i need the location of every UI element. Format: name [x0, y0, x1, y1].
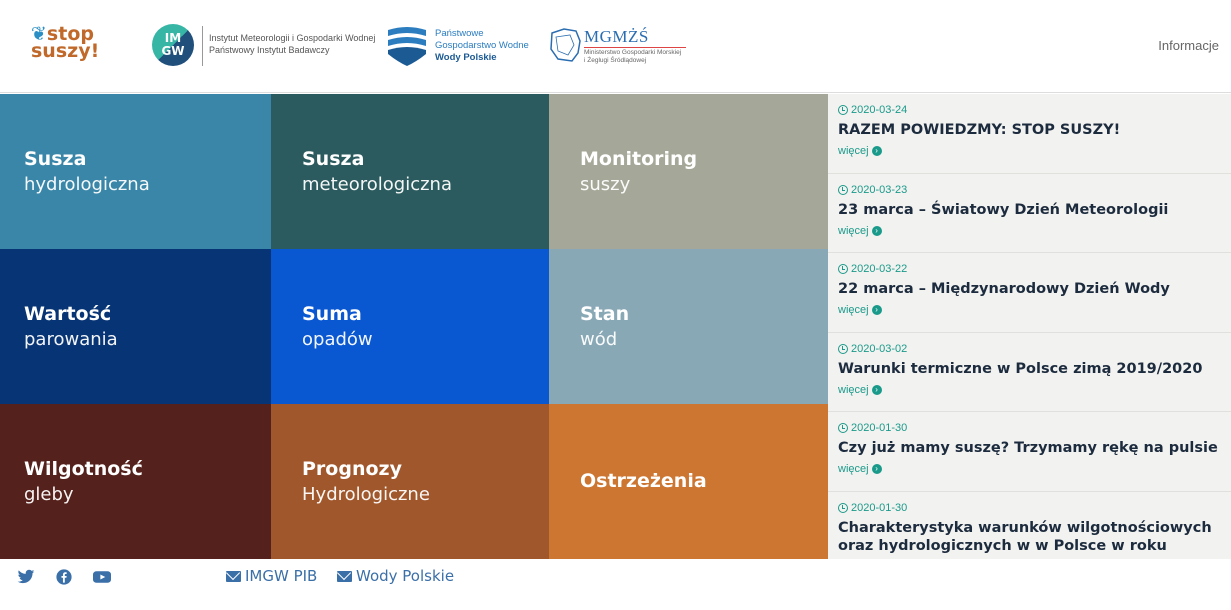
tile-title: Stan [580, 302, 630, 325]
imgw-line2: Państwowy Instytut Badawczy [209, 45, 330, 55]
clock-icon [838, 105, 848, 115]
news-title[interactable]: Czy już mamy suszę? Trzymamy rękę na pulsie [838, 440, 1218, 456]
news-date [838, 104, 1221, 116]
news-date [838, 343, 1221, 355]
news-date [838, 184, 1221, 196]
youtube-icon[interactable] [93, 569, 111, 585]
imgw-text [209, 32, 375, 56]
tile-subtitle: suszy [580, 173, 631, 195]
arrow-right-circle-icon: › [872, 226, 882, 236]
wp-line1: Państwowe [435, 28, 484, 39]
mgm-red-line [584, 47, 686, 48]
mgmzs-logo[interactable] [548, 27, 688, 67]
more-label: więcej [838, 145, 869, 157]
tile-title: Prognozy [302, 457, 402, 480]
wp-line3: Wody Polskie [435, 52, 497, 63]
news-more-link[interactable] [838, 384, 1221, 396]
news-title[interactable]: 23 marca – Światowy Dzień Meteorologii [838, 201, 1169, 218]
news-more-link[interactable] [838, 463, 1221, 475]
tile-title: Wilgotność [24, 457, 143, 480]
logo-stop-line1: stop [46, 23, 94, 45]
news-item [828, 253, 1231, 333]
clock-icon [838, 503, 848, 513]
imgw-divider [202, 26, 203, 66]
mgm-line1: Ministerstwo Gospodarki Morskiej [584, 49, 682, 56]
clock-icon [838, 344, 848, 354]
more-label: więcej [838, 463, 869, 475]
arrow-right-circle-icon: › [872, 146, 882, 156]
wody-polskie-text [435, 28, 529, 64]
more-label: więcej [838, 383, 869, 396]
tile-title: Ostrzeżenia [580, 470, 707, 492]
tile-wartosc-parowania[interactable] [0, 249, 271, 404]
news-title[interactable]: RAZEM POWIEDZMY: STOP SUSZY! [838, 122, 1121, 138]
tile-title: Suma [302, 302, 362, 325]
footer-link-wp-label: Wody Polskie [356, 567, 455, 585]
envelope-icon [226, 571, 241, 582]
news-date-text: 2020-03-22 [851, 263, 908, 275]
tile-wilgotnosc-gleby[interactable] [0, 404, 271, 559]
clock-icon [838, 423, 848, 433]
tile-subtitle: wód [580, 328, 618, 350]
news-item [828, 174, 1231, 254]
news-date [838, 422, 1221, 434]
tile-stan-wod[interactable] [549, 249, 828, 404]
news-more-link[interactable] [838, 225, 1221, 237]
news-title[interactable]: 22 marca – Międzynarodowy Dzień Wody [838, 281, 1170, 297]
news-title[interactable]: Charakterystyka warunków wilgotnościowych oraz hydrologicznych w w Polsce w roku [838, 519, 1212, 554]
tile-title: Susza [24, 147, 87, 170]
footer-link-imgw-label: IMGW PIB [245, 567, 318, 585]
footer-link-imgw[interactable] [226, 567, 317, 585]
tile-susza-hydrologiczna[interactable] [0, 94, 271, 249]
news-item [828, 94, 1231, 174]
arrow-right-circle-icon: › [872, 385, 882, 395]
tile-prognozy-hydrologiczne[interactable] [271, 404, 549, 559]
tile-subtitle: hydrologiczna [24, 173, 150, 195]
nav-informacje-link[interactable]: Informacje [1158, 38, 1219, 53]
site-footer [0, 559, 1231, 610]
tile-subtitle: gleby [24, 483, 74, 505]
mgm-line2: i Żeglugi Śródlądowej [584, 57, 647, 64]
wp-line2: Gospodarstwo Wodne [435, 40, 529, 51]
tile-title: Wartość [24, 302, 112, 325]
tile-suma-opadow[interactable] [271, 249, 549, 404]
news-item [828, 333, 1231, 413]
news-more-link[interactable] [838, 145, 1221, 157]
news-date-text: 2020-01-30 [851, 501, 908, 514]
footer-link-wody-polskie[interactable] [337, 567, 454, 585]
news-date-text: 2020-03-24 [851, 104, 908, 116]
tile-title: Monitoring [580, 147, 698, 170]
arrow-right-circle-icon: › [872, 464, 882, 474]
tile-monitoring-suszy[interactable] [549, 94, 828, 249]
news-more-link[interactable] [838, 304, 1221, 316]
mgm-title: MGMŻŚ [584, 27, 649, 46]
facebook-icon[interactable] [55, 569, 73, 585]
tile-ostrzezenia[interactable] [549, 404, 828, 559]
tile-subtitle: opadów [302, 328, 373, 350]
tile-subtitle: Hydrologiczne [302, 483, 430, 505]
news-date-text: 2020-03-23 [851, 183, 908, 196]
imgw-line1: Instytut Meteorologii i Gospodarki Wodnej [209, 33, 376, 43]
news-date [838, 263, 1221, 275]
news-date-text: 2020-01-30 [851, 422, 908, 434]
news-title[interactable]: Warunki termiczne w Polsce zimą 2019/2020 [838, 360, 1203, 377]
news-item [828, 412, 1231, 492]
news-date [838, 502, 1221, 514]
more-label: więcej [838, 224, 869, 237]
imgw-logo[interactable] [152, 24, 376, 68]
wody-polskie-mark-icon [386, 26, 428, 66]
news-sidebar [828, 94, 1231, 559]
site-header [0, 0, 1231, 93]
mgm-subtitle [584, 49, 681, 65]
envelope-icon [337, 571, 352, 582]
tile-title: Susza [302, 147, 365, 170]
tile-subtitle: meteorologiczna [302, 173, 452, 195]
tile-subtitle: parowania [24, 328, 118, 350]
poland-map-icon [548, 27, 582, 63]
clock-icon [838, 264, 848, 274]
more-label: więcej [838, 304, 869, 316]
tile-grid [0, 94, 828, 559]
stop-suszy-logo[interactable]: ❦stop suszy! [31, 23, 100, 62]
news-date-text: 2020-03-02 [851, 342, 908, 355]
wody-polskie-logo[interactable] [386, 26, 536, 68]
tile-susza-meteorologiczna[interactable] [271, 94, 549, 249]
clock-icon [838, 185, 848, 195]
logo-stop-line2: suszy! [31, 40, 100, 62]
arrow-right-circle-icon: › [872, 305, 882, 315]
twitter-icon[interactable] [17, 569, 35, 585]
imgw-mark: IM GW [152, 24, 194, 66]
